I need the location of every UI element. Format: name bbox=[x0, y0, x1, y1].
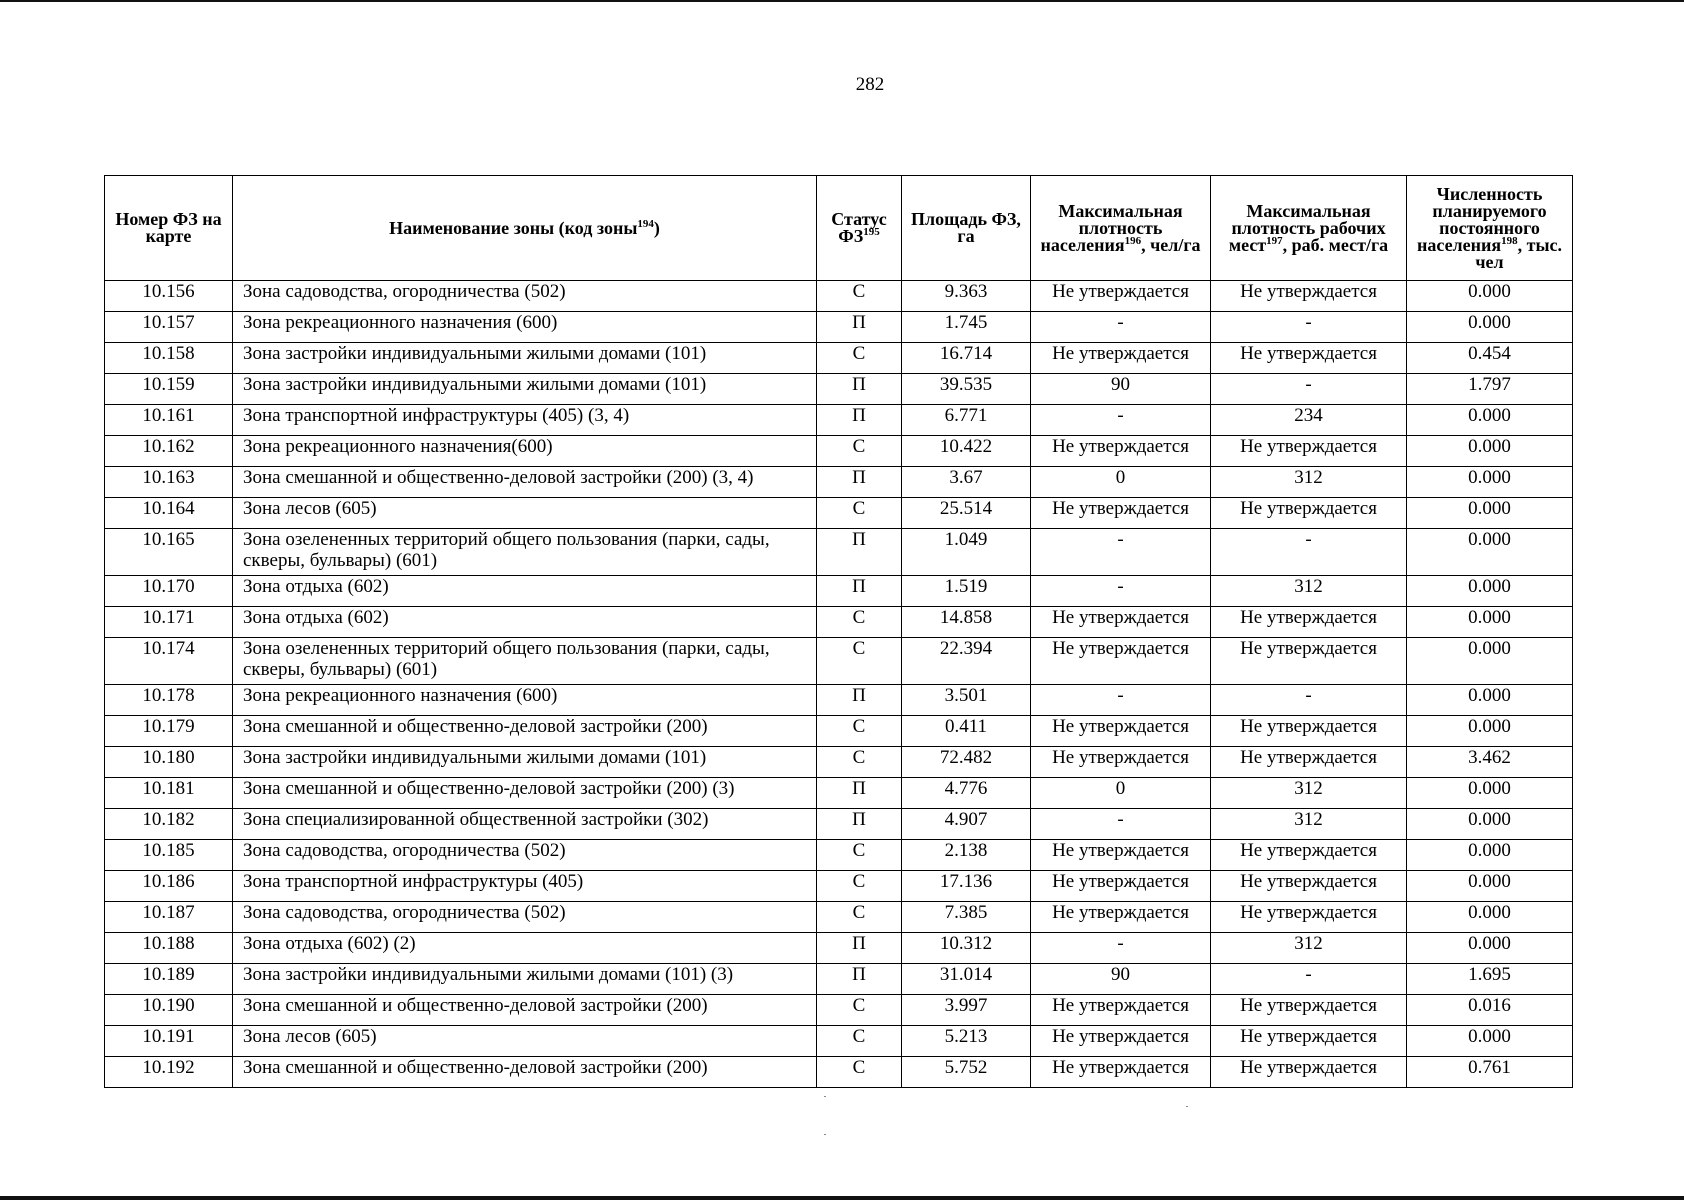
table-row bbox=[105, 343, 1573, 374]
cell-population: 0.000 bbox=[1407, 576, 1573, 607]
cell-population: 0.000 bbox=[1407, 809, 1573, 840]
cell-density: - bbox=[1031, 529, 1211, 576]
cell-workplaces: Не утверждается bbox=[1211, 1026, 1407, 1057]
cell-area: 3.67 bbox=[902, 467, 1031, 498]
cell-population: 0.000 bbox=[1407, 933, 1573, 964]
table-row bbox=[105, 809, 1573, 840]
cell-area: 2.138 bbox=[902, 840, 1031, 871]
cell-workplaces: Не утверждается bbox=[1211, 498, 1407, 529]
scan-speck bbox=[824, 1134, 826, 1135]
cell-status: С bbox=[817, 1057, 902, 1088]
cell-workplaces: - bbox=[1211, 964, 1407, 995]
cell-area: 1.745 bbox=[902, 312, 1031, 343]
cell-area: 4.776 bbox=[902, 778, 1031, 809]
cell-name: Зона смешанной и общественно-деловой застройки (200) bbox=[233, 1057, 817, 1088]
scan-frame-top bbox=[0, 0, 1684, 2]
cell-status: С bbox=[817, 498, 902, 529]
cell-name: Зона транспортной инфраструктуры (405) bbox=[233, 871, 817, 902]
cell-name: Зона транспортной инфраструктуры (405) (3, 4) bbox=[233, 405, 817, 436]
cell-name: Зона смешанной и общественно-деловой застройки (200) bbox=[233, 716, 817, 747]
cell-name: Зона отдыха (602) bbox=[233, 607, 817, 638]
header-area: Площадь ФЗ, га bbox=[902, 176, 1031, 281]
cell-number: 10.187 bbox=[105, 902, 233, 933]
cell-population: 0.000 bbox=[1407, 778, 1573, 809]
cell-density: - bbox=[1031, 809, 1211, 840]
cell-number: 10.161 bbox=[105, 405, 233, 436]
cell-name: Зона отдыха (602) (2) bbox=[233, 933, 817, 964]
table-row bbox=[105, 405, 1573, 436]
cell-number: 10.174 bbox=[105, 638, 233, 685]
cell-status: П bbox=[817, 778, 902, 809]
cell-name: Зона лесов (605) bbox=[233, 1026, 817, 1057]
cell-number: 10.185 bbox=[105, 840, 233, 871]
cell-number: 10.180 bbox=[105, 747, 233, 778]
cell-population: 1.695 bbox=[1407, 964, 1573, 995]
cell-number: 10.159 bbox=[105, 374, 233, 405]
cell-density: Не утверждается bbox=[1031, 871, 1211, 902]
table-row bbox=[105, 840, 1573, 871]
cell-number: 10.171 bbox=[105, 607, 233, 638]
cell-density: - bbox=[1031, 576, 1211, 607]
cell-workplaces: Не утверждается bbox=[1211, 1057, 1407, 1088]
cell-density: Не утверждается bbox=[1031, 716, 1211, 747]
cell-population: 0.000 bbox=[1407, 312, 1573, 343]
cell-status: П bbox=[817, 933, 902, 964]
cell-area: 16.714 bbox=[902, 343, 1031, 374]
table-row bbox=[105, 747, 1573, 778]
cell-name: Зона застройки индивидуальными жилыми домами (101) bbox=[233, 747, 817, 778]
table-row bbox=[105, 716, 1573, 747]
cell-workplaces: - bbox=[1211, 312, 1407, 343]
cell-density: 90 bbox=[1031, 374, 1211, 405]
table-row bbox=[105, 902, 1573, 933]
cell-number: 10.191 bbox=[105, 1026, 233, 1057]
cell-workplaces: Не утверждается bbox=[1211, 436, 1407, 467]
cell-population: 0.000 bbox=[1407, 529, 1573, 576]
cell-name: Зона застройки индивидуальными жилыми домами (101) bbox=[233, 374, 817, 405]
cell-name: Зона садоводства, огородничества (502) bbox=[233, 281, 817, 312]
cell-number: 10.158 bbox=[105, 343, 233, 374]
cell-area: 25.514 bbox=[902, 498, 1031, 529]
cell-number: 10.170 bbox=[105, 576, 233, 607]
header-density: Максимальная плотность населения$^{196}$, чел/га bbox=[1031, 176, 1211, 281]
cell-number: 10.190 bbox=[105, 995, 233, 1026]
cell-status: С bbox=[817, 281, 902, 312]
scan-speck bbox=[824, 1096, 826, 1097]
cell-status: С bbox=[817, 871, 902, 902]
table-row bbox=[105, 312, 1573, 343]
cell-area: 3.997 bbox=[902, 995, 1031, 1026]
table-row bbox=[105, 778, 1573, 809]
cell-status: С bbox=[817, 902, 902, 933]
cell-population: 0.000 bbox=[1407, 1026, 1573, 1057]
cell-area: 0.411 bbox=[902, 716, 1031, 747]
cell-workplaces: 312 bbox=[1211, 778, 1407, 809]
cell-workplaces: Не утверждается bbox=[1211, 995, 1407, 1026]
header-workplaces: Максимальная плотность рабочих мест$^{197}$, раб. мест/га bbox=[1211, 176, 1407, 281]
cell-density: Не утверждается bbox=[1031, 1057, 1211, 1088]
table-row bbox=[105, 576, 1573, 607]
cell-population: 0.454 bbox=[1407, 343, 1573, 374]
cell-status: П bbox=[817, 374, 902, 405]
header-status: Статус ФЗ$^{195}$ bbox=[817, 176, 902, 281]
table-row bbox=[105, 933, 1573, 964]
cell-name: Зона садоводства, огородничества (502) bbox=[233, 840, 817, 871]
cell-population: 0.016 bbox=[1407, 995, 1573, 1026]
cell-area: 10.312 bbox=[902, 933, 1031, 964]
cell-population: 0.000 bbox=[1407, 902, 1573, 933]
cell-status: С bbox=[817, 436, 902, 467]
cell-workplaces: Не утверждается bbox=[1211, 343, 1407, 374]
cell-density: Не утверждается bbox=[1031, 747, 1211, 778]
cell-area: 1.049 bbox=[902, 529, 1031, 576]
cell-population: 1.797 bbox=[1407, 374, 1573, 405]
cell-population: 0.000 bbox=[1407, 281, 1573, 312]
cell-density: 0 bbox=[1031, 467, 1211, 498]
cell-density: Не утверждается bbox=[1031, 902, 1211, 933]
cell-population: 0.761 bbox=[1407, 1057, 1573, 1088]
cell-area: 14.858 bbox=[902, 607, 1031, 638]
cell-workplaces: 234 bbox=[1211, 405, 1407, 436]
cell-population: 0.000 bbox=[1407, 638, 1573, 685]
cell-status: С bbox=[817, 638, 902, 685]
cell-number: 10.157 bbox=[105, 312, 233, 343]
table-row bbox=[105, 1057, 1573, 1088]
cell-area: 72.482 bbox=[902, 747, 1031, 778]
table-row bbox=[105, 529, 1573, 576]
cell-density: Не утверждается bbox=[1031, 995, 1211, 1026]
cell-area: 17.136 bbox=[902, 871, 1031, 902]
scan-frame-bottom bbox=[0, 1196, 1684, 1200]
cell-status: П bbox=[817, 467, 902, 498]
cell-workplaces: Не утверждается bbox=[1211, 840, 1407, 871]
cell-population: 0.000 bbox=[1407, 498, 1573, 529]
cell-population: 0.000 bbox=[1407, 607, 1573, 638]
cell-name: Зона рекреационного назначения(600) bbox=[233, 436, 817, 467]
cell-density: Не утверждается bbox=[1031, 498, 1211, 529]
table-row bbox=[105, 964, 1573, 995]
cell-area: 5.752 bbox=[902, 1057, 1031, 1088]
cell-name: Зона специализированной общественной застройки (302) bbox=[233, 809, 817, 840]
cell-population: 0.000 bbox=[1407, 436, 1573, 467]
table-row bbox=[105, 374, 1573, 405]
cell-number: 10.192 bbox=[105, 1057, 233, 1088]
cell-workplaces: Не утверждается bbox=[1211, 871, 1407, 902]
cell-status: С bbox=[817, 995, 902, 1026]
cell-name: Зона рекреационного назначения (600) bbox=[233, 312, 817, 343]
cell-name: Зона озелененных территорий общего пользования (парки, сады, скверы, бульвары) (601) bbox=[233, 529, 817, 576]
cell-density: Не утверждается bbox=[1031, 1026, 1211, 1057]
cell-name: Зона лесов (605) bbox=[233, 498, 817, 529]
cell-workplaces: - bbox=[1211, 374, 1407, 405]
cell-status: С bbox=[817, 1026, 902, 1057]
scan-speck bbox=[1186, 1106, 1188, 1107]
cell-number: 10.181 bbox=[105, 778, 233, 809]
cell-number: 10.189 bbox=[105, 964, 233, 995]
cell-name: Зона садоводства, огородничества (502) bbox=[233, 902, 817, 933]
cell-workplaces: Не утверждается bbox=[1211, 638, 1407, 685]
header-row bbox=[105, 176, 1573, 281]
cell-area: 6.771 bbox=[902, 405, 1031, 436]
cell-status: С bbox=[817, 840, 902, 871]
table-row bbox=[105, 685, 1573, 716]
cell-status: П bbox=[817, 964, 902, 995]
table-row bbox=[105, 995, 1573, 1026]
cell-area: 39.535 bbox=[902, 374, 1031, 405]
cell-workplaces: Не утверждается bbox=[1211, 902, 1407, 933]
cell-name: Зона рекреационного назначения (600) bbox=[233, 685, 817, 716]
cell-name: Зона смешанной и общественно-деловой застройки (200) (3) bbox=[233, 778, 817, 809]
table-row bbox=[105, 281, 1573, 312]
cell-status: П bbox=[817, 685, 902, 716]
cell-workplaces: 312 bbox=[1211, 933, 1407, 964]
cell-status: С bbox=[817, 343, 902, 374]
header-name: Наименование зоны (код зоны$^{194}$) bbox=[233, 176, 817, 281]
cell-density: Не утверждается bbox=[1031, 436, 1211, 467]
cell-status: П bbox=[817, 405, 902, 436]
table-row bbox=[105, 467, 1573, 498]
cell-number: 10.188 bbox=[105, 933, 233, 964]
cell-workplaces: - bbox=[1211, 685, 1407, 716]
cell-population: 0.000 bbox=[1407, 840, 1573, 871]
table-row bbox=[105, 871, 1573, 902]
cell-number: 10.179 bbox=[105, 716, 233, 747]
cell-name: Зона отдыха (602) bbox=[233, 576, 817, 607]
cell-density: - bbox=[1031, 685, 1211, 716]
cell-workplaces: Не утверждается bbox=[1211, 281, 1407, 312]
cell-status: П bbox=[817, 809, 902, 840]
cell-name: Зона застройки индивидуальными жилыми домами (101) bbox=[233, 343, 817, 374]
header-number: Номер ФЗ на карте bbox=[105, 176, 233, 281]
cell-workplaces: - bbox=[1211, 529, 1407, 576]
table-row bbox=[105, 638, 1573, 685]
cell-area: 9.363 bbox=[902, 281, 1031, 312]
cell-population: 0.000 bbox=[1407, 871, 1573, 902]
cell-density: Не утверждается bbox=[1031, 343, 1211, 374]
cell-number: 10.163 bbox=[105, 467, 233, 498]
cell-area: 31.014 bbox=[902, 964, 1031, 995]
cell-density: Не утверждается bbox=[1031, 638, 1211, 685]
cell-workplaces: Не утверждается bbox=[1211, 607, 1407, 638]
cell-name: Зона смешанной и общественно-деловой застройки (200) bbox=[233, 995, 817, 1026]
cell-population: 0.000 bbox=[1407, 685, 1573, 716]
table-row bbox=[105, 498, 1573, 529]
cell-workplaces: Не утверждается bbox=[1211, 747, 1407, 778]
cell-number: 10.186 bbox=[105, 871, 233, 902]
cell-density: - bbox=[1031, 312, 1211, 343]
cell-area: 4.907 bbox=[902, 809, 1031, 840]
cell-number: 10.162 bbox=[105, 436, 233, 467]
cell-density: Не утверждается bbox=[1031, 840, 1211, 871]
cell-area: 3.501 bbox=[902, 685, 1031, 716]
cell-area: 22.394 bbox=[902, 638, 1031, 685]
cell-status: П bbox=[817, 312, 902, 343]
header-population: Численность планируемого постоянного населения$^{198}$, тыс. чел bbox=[1407, 176, 1573, 281]
cell-population: 0.000 bbox=[1407, 405, 1573, 436]
cell-density: - bbox=[1031, 405, 1211, 436]
cell-area: 5.213 bbox=[902, 1026, 1031, 1057]
cell-area: 1.519 bbox=[902, 576, 1031, 607]
cell-density: Не утверждается bbox=[1031, 607, 1211, 638]
cell-workplaces: Не утверждается bbox=[1211, 716, 1407, 747]
cell-name: Зона смешанной и общественно-деловой застройки (200) (3, 4) bbox=[233, 467, 817, 498]
cell-workplaces: 312 bbox=[1211, 576, 1407, 607]
table-row bbox=[105, 1026, 1573, 1057]
cell-population: 0.000 bbox=[1407, 467, 1573, 498]
cell-status: П bbox=[817, 576, 902, 607]
cell-density: 0 bbox=[1031, 778, 1211, 809]
cell-area: 10.422 bbox=[902, 436, 1031, 467]
table-row bbox=[105, 607, 1573, 638]
cell-number: 10.182 bbox=[105, 809, 233, 840]
cell-number: 10.156 bbox=[105, 281, 233, 312]
cell-number: 10.178 bbox=[105, 685, 233, 716]
cell-workplaces: 312 bbox=[1211, 467, 1407, 498]
cell-population: 3.462 bbox=[1407, 747, 1573, 778]
cell-status: С bbox=[817, 607, 902, 638]
cell-area: 7.385 bbox=[902, 902, 1031, 933]
cell-density: Не утверждается bbox=[1031, 281, 1211, 312]
cell-name: Зона озелененных территорий общего пользования (парки, сады, скверы, бульвары) (601) bbox=[233, 638, 817, 685]
cell-status: С bbox=[817, 716, 902, 747]
cell-number: 10.165 bbox=[105, 529, 233, 576]
cell-density: 90 bbox=[1031, 964, 1211, 995]
cell-number: 10.164 bbox=[105, 498, 233, 529]
cell-density: - bbox=[1031, 933, 1211, 964]
cell-name: Зона застройки индивидуальными жилыми домами (101) (3) bbox=[233, 964, 817, 995]
cell-workplaces: 312 bbox=[1211, 809, 1407, 840]
cell-status: С bbox=[817, 747, 902, 778]
zones-table bbox=[104, 175, 1573, 1088]
table-row bbox=[105, 436, 1573, 467]
cell-status: П bbox=[817, 529, 902, 576]
cell-population: 0.000 bbox=[1407, 716, 1573, 747]
page-number: 282 bbox=[855, 74, 885, 95]
